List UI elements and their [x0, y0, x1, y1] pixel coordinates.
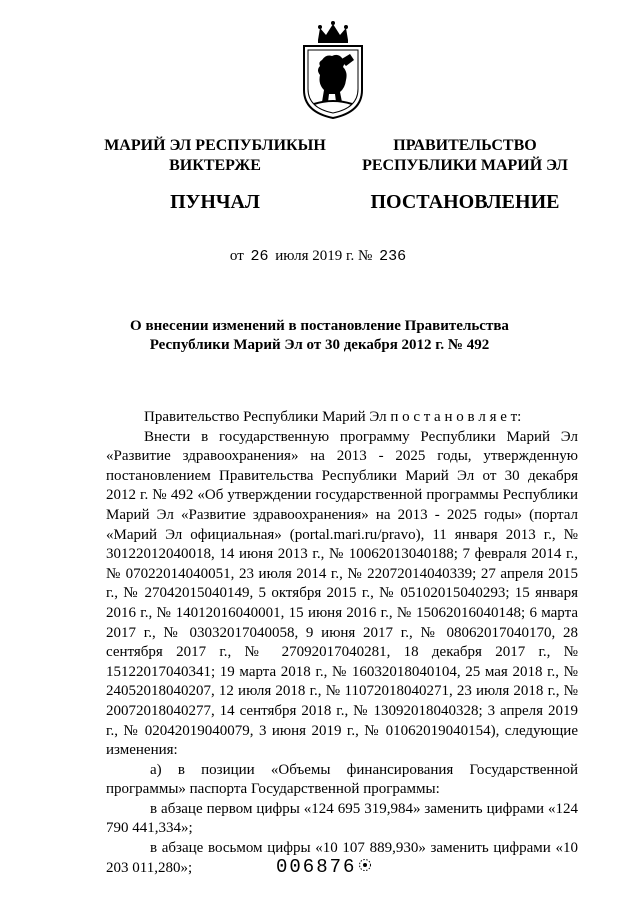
header-mari-doc-type: ПУНЧАЛ [170, 191, 260, 213]
header-mari-line2: ВИКТЕРЖЕ [169, 157, 261, 174]
coat-of-arms-bear-icon [296, 20, 370, 120]
dateline-prefix: от [229, 248, 244, 264]
header-mari [70, 136, 360, 214]
form-serial-number: 006876 [276, 856, 357, 878]
header-mari-line1: МАРИЙ ЭЛ РЕСПУБЛИКЫН [104, 137, 326, 154]
header-russian-doc-type: ПОСТАНОВЛЕНИЕ [370, 191, 560, 213]
body-intro: Правительство Республики Марий Эл п о с т а н о в л я е т: [144, 409, 522, 425]
document-title [60, 317, 579, 355]
document-dateline [0, 248, 639, 265]
stamp-mark-icon [358, 858, 372, 872]
header-russian-line2: РЕСПУБЛИКИ МАРИЙ ЭЛ [362, 157, 568, 174]
body-item-a: а) в позиции «Объемы финансирования Государственной программы» паспорта Государственной программы: [106, 761, 578, 798]
body-main-paragraph: Внести в государственную программу Республики Марий Эл «Развитие здравоохранения» на 2013 - 2025 годы, утвержденную постановлением Правительства Республики Марий Эл от 30 декабря 2012 г. № 492 «Об утверждении государственной программы Республики Марий Эл «Развитие здравоохранения» на 2013 - 2025 годы» (портал «Марий Эл официальная» (portal.mari.ru/pravo), 11 января 2013 г., № 30122012040018, 14 июня 2013 г., № 10062013040188; 7 февраля 2014 г., № 07022014040051, 23 июля 2014 г., № 22072014040339; 27 апреля 2015 г., № 27042015040149, 5 октября 2015 г., № 05102015040293; 15 января 2016 г., № 14012016040001, 15 июня 2016 г., № 15062016040148; 6 марта 2017 г., № 03032017040058, 9 июня 2017 г., № 08062017040170, 28 сентября 2017 г., № 27092017040281, 18 декабря 2017 г., № 15122017040341; 19 марта 2018 г., № 16032018040104, 25 мая 2018 г., № 24052018040207, 12 июля 2018 г., № 11072018040271, 23 июля 2018 г., № 20072018040277, 14 сентября 2018 г., № 13092018040328; 3 апреля 2019 г., № 02042019040079, 3 июня 2019 г., № 01062019040154), следующие изменения: [106, 428, 578, 759]
body-item-a1: в абзаце первом цифры «124 695 319,984» заменить цифрами «124 790 441,334»; [106, 800, 578, 837]
header-russian [330, 136, 600, 214]
header-russian-line1: ПРАВИТЕЛЬСТВО [393, 137, 537, 154]
document-body [106, 408, 578, 878]
title-line1: О внесении изменений в постановление Правительства [130, 318, 509, 334]
dateline-number: 236 [379, 248, 407, 265]
dateline-month-year: июля 2019 г. № [275, 248, 373, 264]
title-line2: Республики Марий Эл от 30 декабря 2012 г. № 492 [149, 337, 490, 353]
dateline-day: 26 [250, 248, 269, 265]
body-item-a2: в абзаце восьмом цифры «10 107 889,930» заменить цифрами «10 203 011,280»; [106, 840, 578, 876]
